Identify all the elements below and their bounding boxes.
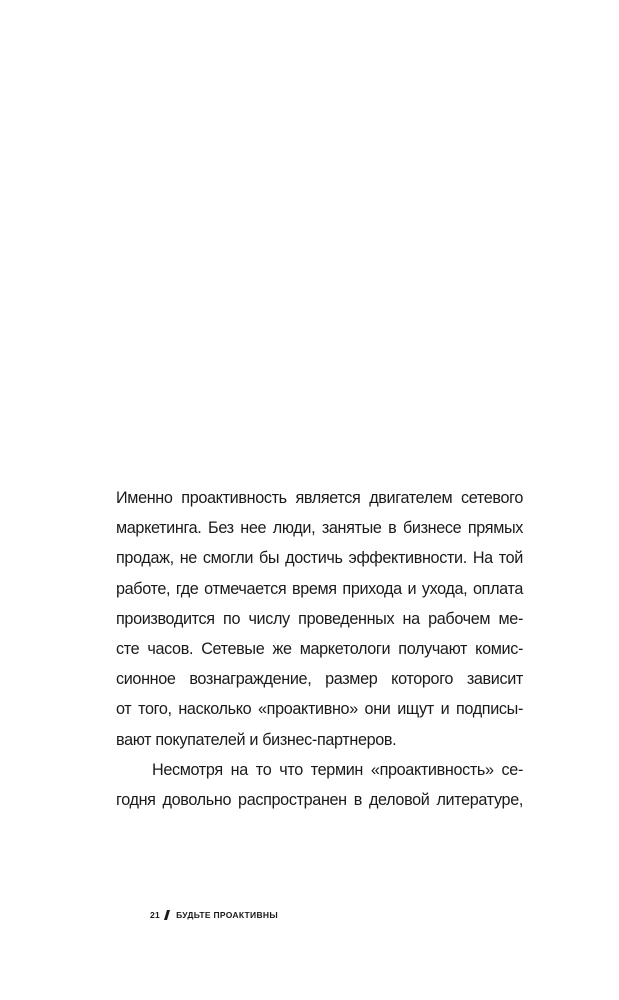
text-line: производится по числу проведенных на рабочем ме- (116, 609, 523, 628)
text-line: маркетинга. Без нее люди, занятые в бизнесе прямых (116, 519, 523, 538)
text-line: Именно проактивность является двигателем сетевого (116, 489, 523, 507)
text-line: от того, насколько «проактивно» они ищут и подписы- (116, 700, 523, 719)
text-line: сионное вознаграждение, размер которого зависит (116, 670, 523, 689)
text-line: продаж, не смогли бы достичь эффективности. На той (116, 549, 523, 568)
text-line: Несмотря на то что термин «проактивность» се- (152, 760, 523, 779)
running-title: БУДЬТЕ ПРОАКТИВНЫ (176, 910, 278, 920)
page-footer (150, 908, 278, 922)
slash-icon (164, 910, 170, 920)
text-line: сте часов. Сетевые же маркетологи получают комис- (116, 639, 523, 658)
text-line: работе, где отмечается время прихода и ухода, оплата (116, 579, 523, 598)
text-line: годня довольно распространен в деловой литературе, (116, 790, 523, 809)
body-text (116, 483, 523, 815)
text-line: вают покупателей и бизнес-партнеров. (116, 730, 397, 749)
page-number: 21 (150, 910, 161, 920)
